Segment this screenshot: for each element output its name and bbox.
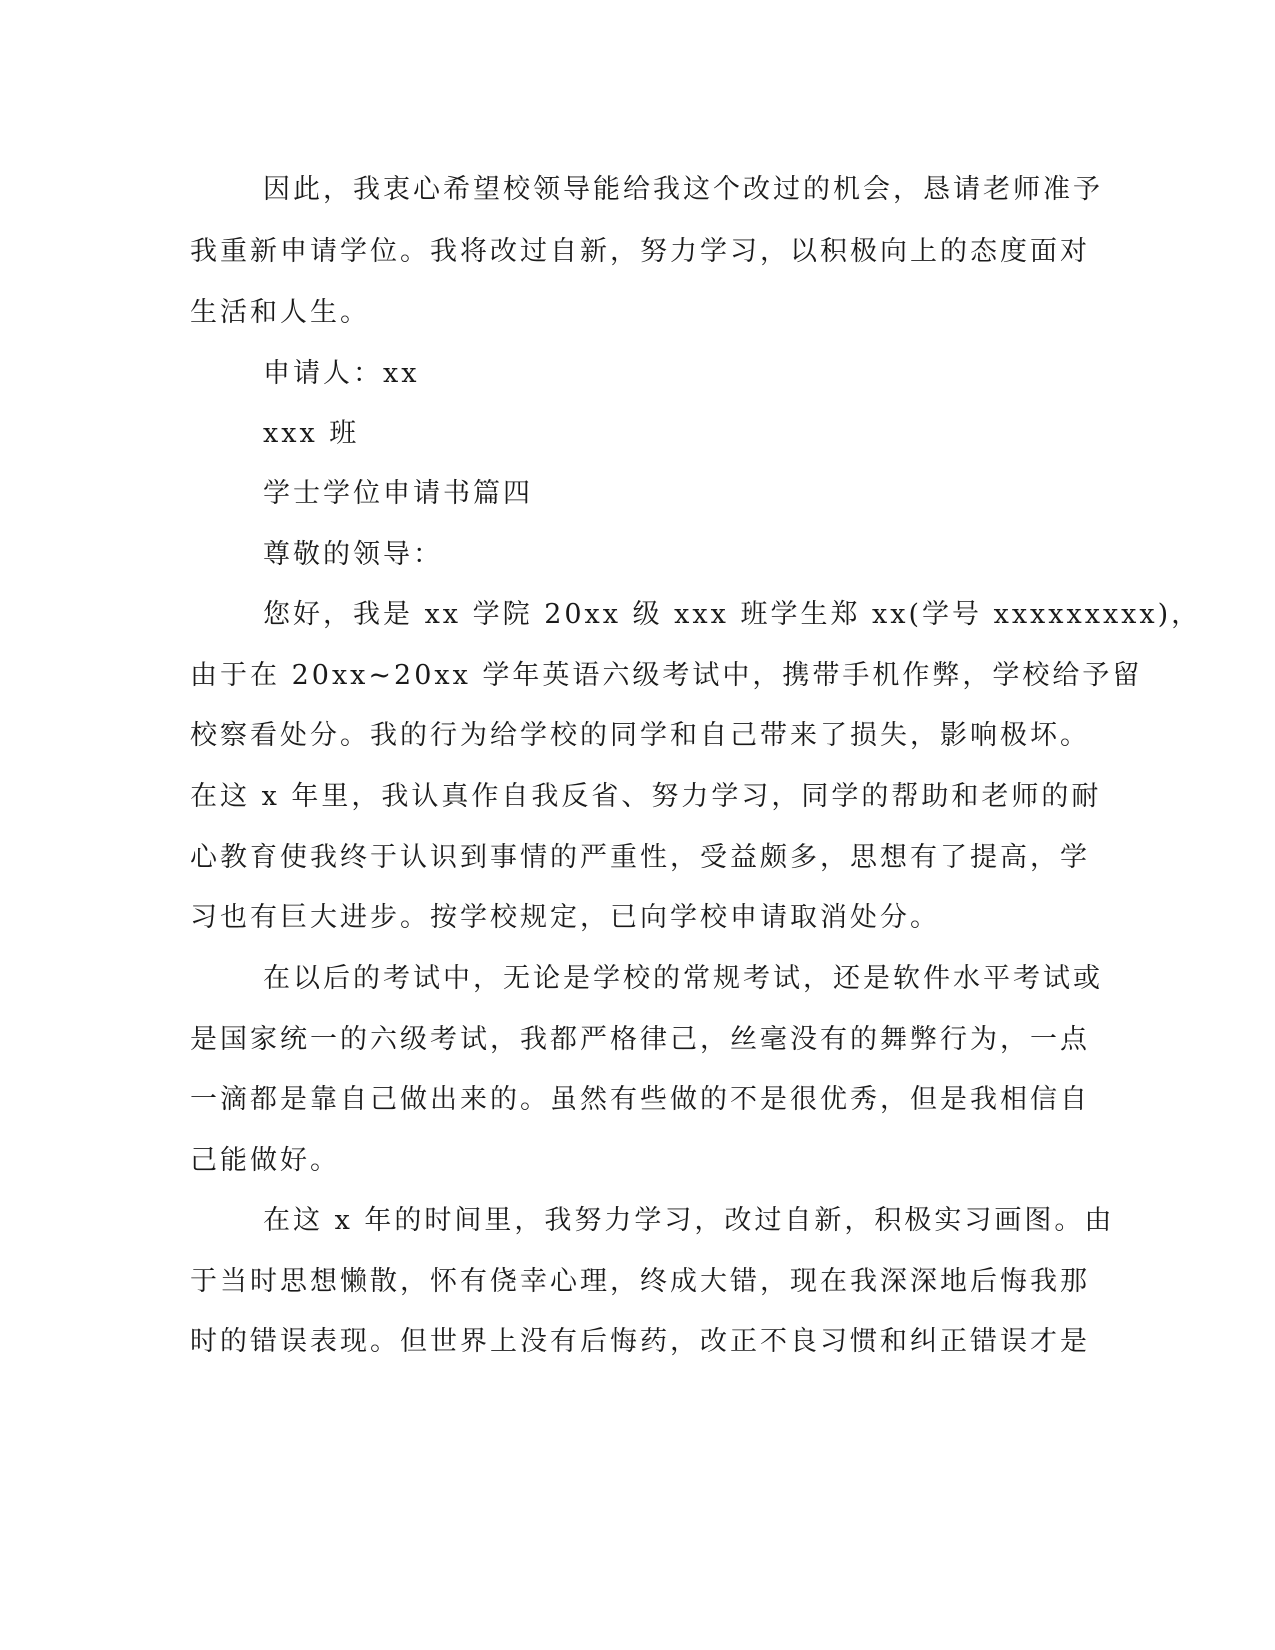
text-line: 时的错误表现。但世界上没有后悔药，改正不良习惯和纠正错误才是	[190, 1326, 1090, 1357]
text-line: 于当时思想懒散，怀有侥幸心理，终成大错，现在我深深地后悔我那	[190, 1266, 1090, 1297]
salutation: 尊敬的领导：	[263, 539, 443, 570]
text-line: 我重新申请学位。我将改过自新，努力学习，以积极向上的态度面对	[190, 236, 1090, 267]
text-line: 校察看处分。我的行为给学校的同学和自己带来了损失，影响极坏。	[190, 720, 1090, 751]
section-heading: 学士学位申请书篇四	[263, 478, 533, 509]
text-line: 心教育使我终于认识到事情的严重性，受益颇多，思想有了提高，学	[190, 842, 1090, 873]
applicant-line: 申请人：xx	[263, 358, 420, 389]
text-line: 在这 x 年里，我认真作自我反省、努力学习，同学的帮助和老师的耐	[190, 781, 1102, 812]
text-line: 由于在 20xx~20xx 学年英语六级考试中，携带手机作弊，学校给予留	[190, 660, 1143, 691]
text-line: 一滴都是靠自己做出来的。虽然有些做的不是很优秀，但是我相信自	[190, 1084, 1090, 1115]
class-line: xxx 班	[263, 418, 360, 449]
text-line: 生活和人生。	[190, 297, 370, 328]
text-line: 习也有巨大进步。按学校规定，已向学校申请取消处分。	[190, 902, 940, 933]
text-line: 因此，我衷心希望校领导能给我这个改过的机会，恳请老师准予	[263, 174, 1103, 205]
text-line: 己能做好。	[190, 1145, 340, 1176]
text-line: 您好，我是 xx 学院 20xx 级 xxx 班学生郑 xx(学号 xxxxxxxxx)，	[263, 599, 1202, 630]
text-line: 在这 x 年的时间里，我努力学习，改过自新，积极实习画图。由	[263, 1205, 1115, 1236]
text-line: 在以后的考试中，无论是学校的常规考试，还是软件水平考试或	[263, 963, 1103, 994]
text-line: 是国家统一的六级考试，我都严格律己，丝毫没有的舞弊行为，一点	[190, 1024, 1090, 1055]
